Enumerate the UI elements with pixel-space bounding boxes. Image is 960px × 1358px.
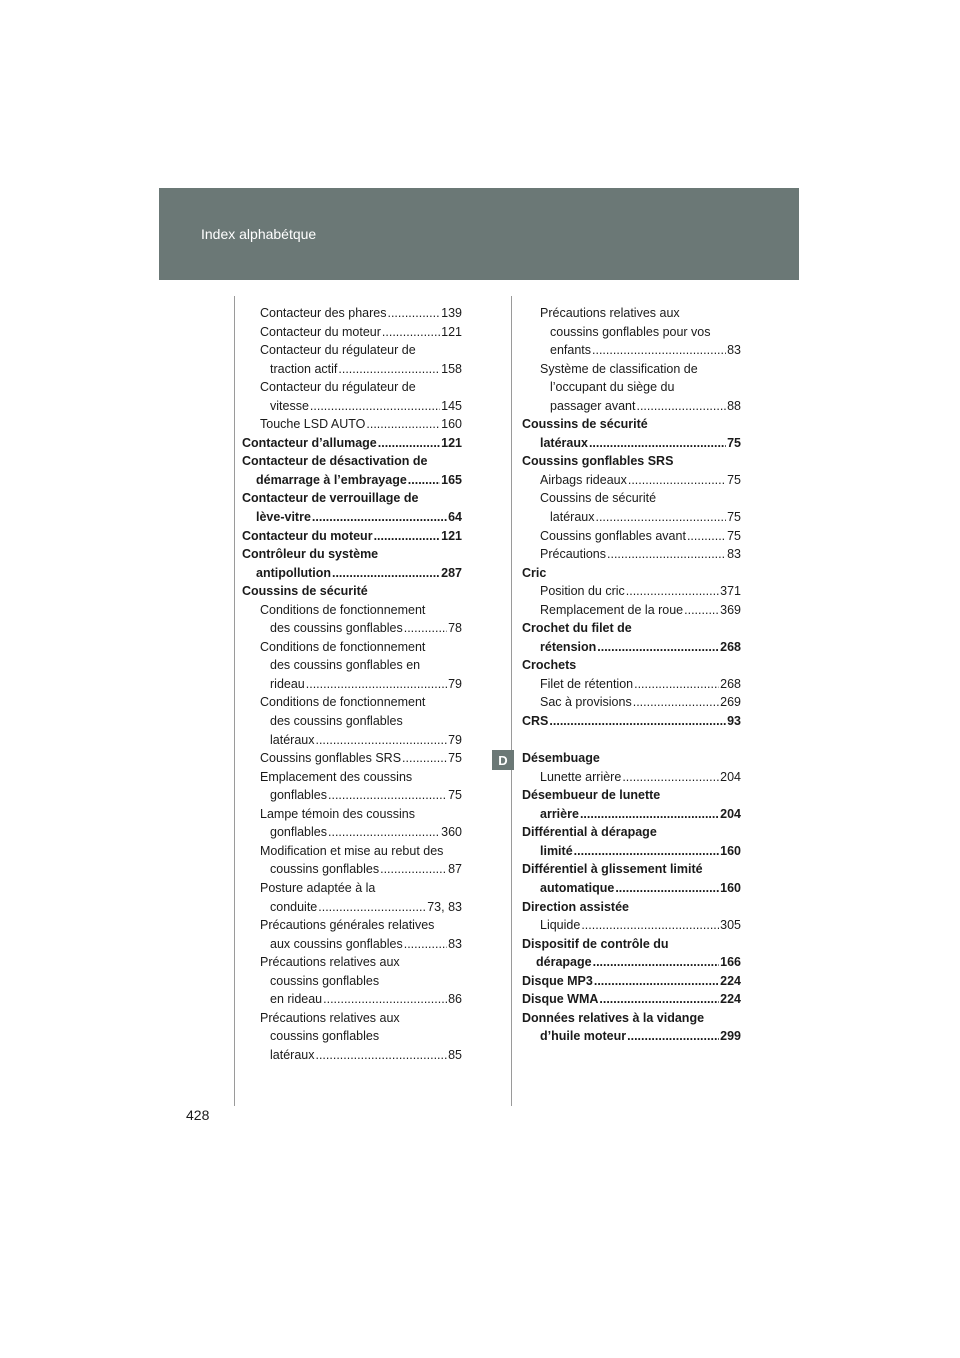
index-entry <box>242 805 462 824</box>
header-band <box>159 188 799 280</box>
index-entry-text: Désembuage <box>522 751 600 766</box>
index-entry[interactable] <box>242 786 462 805</box>
index-entry[interactable] <box>242 898 462 917</box>
index-entry <box>242 1027 462 1046</box>
dot-leader <box>404 935 447 954</box>
index-entry <box>242 1009 462 1028</box>
left-column-divider <box>234 296 235 1106</box>
index-entry-page[interactable]: 121 <box>441 324 462 339</box>
index-entry <box>242 378 462 397</box>
index-entry[interactable] <box>522 471 741 490</box>
index-entry[interactable] <box>522 527 741 546</box>
dot-leader <box>332 564 440 583</box>
index-entry-page[interactable]: 160 <box>720 880 741 895</box>
index-entry <box>242 656 462 675</box>
index-entry-text: Précautions relatives aux <box>540 306 680 320</box>
index-entry <box>522 360 741 379</box>
index-entry[interactable] <box>522 712 741 731</box>
index-entry-text: Remplacement de la roue <box>540 602 684 617</box>
index-entry-text: latéraux <box>270 732 315 747</box>
index-entry-page[interactable]: 224 <box>720 992 741 1007</box>
index-entry-text: Contacteur de désactivation de <box>242 454 428 469</box>
index-entry[interactable] <box>242 415 462 434</box>
dot-leader <box>593 953 720 972</box>
index-entry-text: Différentiel à glissement limité <box>522 862 703 877</box>
index-entry-text: Coussins de sécurité <box>540 491 657 506</box>
index-entry-page[interactable]: 204 <box>720 806 741 821</box>
index-entry[interactable] <box>242 990 462 1009</box>
index-entry[interactable] <box>522 953 741 972</box>
index-entry-text: Précautions relatives aux <box>260 1010 400 1025</box>
index-entry-page[interactable]: 268 <box>720 676 741 691</box>
index-column-left <box>242 304 462 1064</box>
dot-leader <box>594 972 719 991</box>
index-entry-text: rideau <box>270 676 305 691</box>
index-entry-text: latéraux <box>270 1047 315 1062</box>
index-entry-text: Contacteur des phares <box>260 306 387 320</box>
index-entry-page[interactable]: 121 <box>441 435 462 450</box>
dot-leader <box>374 527 441 546</box>
index-entry[interactable] <box>242 434 462 453</box>
index-entry-text: Emplacement des coussins <box>260 769 413 784</box>
section-tab-marker[interactable]: D <box>492 750 514 770</box>
index-entry[interactable] <box>242 1046 462 1065</box>
dot-leader <box>599 990 719 1009</box>
index-entry-text: des coussins gonflables <box>270 621 403 636</box>
index-entry-text: Contrôleur du système <box>242 547 379 562</box>
index-entry <box>242 842 462 861</box>
index-entry-text: Contacteur du moteur <box>242 528 373 543</box>
index-entry[interactable] <box>522 601 741 620</box>
index-entry <box>522 749 741 768</box>
index-entry <box>522 304 741 323</box>
index-entry-text: Liquide <box>540 918 581 933</box>
index-entry-page[interactable]: 269 <box>720 695 741 710</box>
index-entry-text: en rideau <box>270 992 323 1007</box>
index-entry-text: antipollution <box>256 565 331 580</box>
index-entry-page[interactable]: 268 <box>720 639 741 654</box>
index-entry-page[interactable]: 75 <box>448 751 462 766</box>
index-entry-page[interactable]: 371 <box>720 584 741 599</box>
index-entry-text: Cric <box>522 565 547 580</box>
dot-leader <box>378 434 440 453</box>
index-entry-text: traction actif <box>270 361 338 376</box>
dot-leader <box>318 898 426 917</box>
index-entry[interactable] <box>522 768 741 787</box>
index-entry-text: des coussins gonflables <box>270 714 403 729</box>
dot-leader <box>408 471 440 490</box>
index-entry[interactable] <box>242 564 462 583</box>
dot-leader <box>622 768 719 787</box>
index-entry <box>522 656 741 675</box>
index-entry <box>522 786 741 805</box>
index-entry-text: Direction assistée <box>522 899 629 914</box>
index-entry <box>522 860 741 879</box>
index-entry-page[interactable]: 93 <box>727 714 741 729</box>
index-entry-page[interactable]: 160 <box>720 843 741 858</box>
index-entry-page[interactable]: 75 <box>448 788 462 803</box>
index-entry[interactable] <box>242 675 462 694</box>
index-entry[interactable] <box>242 749 462 768</box>
dot-leader <box>627 1027 719 1046</box>
index-entry[interactable] <box>522 341 741 360</box>
index-entry-text: Conditions de fonctionnement <box>260 695 426 710</box>
index-entry <box>242 768 462 787</box>
index-entry[interactable] <box>242 860 462 879</box>
index-entry-text: Données relatives à la vidange <box>522 1010 705 1025</box>
index-entry <box>242 582 462 601</box>
index-entry-page[interactable]: 75 <box>727 435 741 450</box>
dot-leader <box>633 693 719 712</box>
index-entry-text: d’huile moteur <box>540 1029 627 1044</box>
index-entry[interactable] <box>522 916 741 935</box>
dot-leader <box>581 916 719 935</box>
index-entry-text: Disque WMA <box>522 992 599 1007</box>
index-entry <box>522 415 741 434</box>
index-entry-page[interactable]: 360 <box>441 825 462 840</box>
index-entry <box>242 953 462 972</box>
dot-leader <box>366 415 440 434</box>
dot-leader <box>315 731 447 750</box>
index-entry[interactable] <box>522 1027 741 1046</box>
index-entry-text: Contacteur du moteur <box>260 324 381 339</box>
index-entry <box>242 341 462 360</box>
index-entry-text: coussins gonflables <box>270 1029 380 1044</box>
index-entry-page[interactable]: 305 <box>720 918 741 933</box>
index-entry-text: Coussins de sécurité <box>522 417 648 432</box>
index-entry[interactable] <box>522 675 741 694</box>
index-entry[interactable] <box>522 434 741 453</box>
index-entry[interactable] <box>242 731 462 750</box>
index-entry <box>522 452 741 471</box>
index-entry[interactable] <box>522 508 741 527</box>
index-entry-text: Coussins gonflables SRS <box>260 751 402 766</box>
dot-leader <box>328 786 447 805</box>
index-entry-text: coussins gonflables pour vos <box>550 324 711 339</box>
index-entry[interactable] <box>522 990 741 1009</box>
index-entry-page[interactable]: 158 <box>441 361 462 376</box>
index-entry <box>522 564 741 583</box>
dot-leader <box>328 823 440 842</box>
index-entry-page[interactable]: 75 <box>727 528 741 543</box>
dot-leader <box>404 619 447 638</box>
index-entry <box>522 898 741 917</box>
dot-leader <box>687 527 726 546</box>
index-entry-text: Coussins de sécurité <box>242 584 368 599</box>
index-entry-page[interactable]: 73, 83 <box>427 899 462 914</box>
index-entry <box>522 378 741 397</box>
index-entry-text: Lunette arrière <box>540 769 622 784</box>
index-entry[interactable] <box>242 471 462 490</box>
index-entry-text: Posture adaptée à la <box>260 880 376 895</box>
index-entry-text: Précautions générales relatives <box>260 918 435 933</box>
index-entry <box>242 545 462 564</box>
index-entry-text: Coussins gonflables SRS <box>522 454 674 469</box>
index-entry-page[interactable]: 139 <box>441 306 462 320</box>
dot-leader <box>634 675 719 694</box>
index-entry-text: coussins gonflables <box>270 973 380 988</box>
index-entry-text: l’occupant du siège du <box>550 380 675 395</box>
index-entry-text: Dispositif de contrôle du <box>522 936 669 951</box>
index-entry-page[interactable]: 224 <box>720 973 741 988</box>
index-entry-text: Sac à provisions <box>540 695 632 710</box>
dot-leader <box>312 508 447 527</box>
index-entry[interactable] <box>242 323 462 342</box>
dot-leader <box>615 879 719 898</box>
index-entry-text: Lampe témoin des coussins <box>260 806 415 821</box>
index-entry-page[interactable]: 165 <box>441 472 462 487</box>
index-entry-text: latéraux <box>550 510 595 525</box>
index-entry <box>522 823 741 842</box>
dot-leader <box>402 749 447 768</box>
index-entry[interactable] <box>522 842 741 861</box>
index-entry <box>522 1009 741 1028</box>
index-entry[interactable] <box>522 879 741 898</box>
dot-leader <box>595 508 726 527</box>
index-entry[interactable] <box>522 638 741 657</box>
index-entry-text: vitesse <box>270 398 309 413</box>
index-entry <box>522 619 741 638</box>
dot-leader <box>323 990 447 1009</box>
index-entry-page[interactable]: 86 <box>448 992 462 1007</box>
dot-leader <box>306 675 447 694</box>
index-entry-page[interactable]: 204 <box>720 769 741 784</box>
index-entry <box>522 935 741 954</box>
index-entry[interactable] <box>242 508 462 527</box>
dot-leader <box>338 360 440 379</box>
index-entry[interactable] <box>242 527 462 546</box>
index-entry[interactable] <box>242 304 462 323</box>
dot-leader <box>580 805 719 824</box>
index-entry-page[interactable]: 83 <box>727 343 741 358</box>
index-entry-text: Conditions de fonctionnement <box>260 602 426 617</box>
index-entry-text: enfants <box>550 343 592 358</box>
index-entry-page[interactable]: 83 <box>448 936 462 951</box>
index-entry[interactable] <box>242 823 462 842</box>
index-entry-text: Précautions <box>540 547 607 562</box>
index-entry <box>242 452 462 471</box>
dot-leader <box>574 842 719 861</box>
index-entry-text: latéraux <box>540 435 588 450</box>
index-entry[interactable] <box>522 545 741 564</box>
index-entry-text: gonflables <box>270 788 327 803</box>
dot-leader <box>549 712 726 731</box>
index-entry[interactable] <box>242 619 462 638</box>
index-entry-text: Contacteur d’allumage <box>242 435 377 450</box>
dot-leader <box>380 860 447 879</box>
index-entry-text: aux coussins gonflables <box>270 936 403 951</box>
index-entry-text: démarrage à l’embrayage <box>256 472 407 487</box>
dot-leader <box>636 397 726 416</box>
index-entry-text: Position du cric <box>540 584 625 599</box>
index-entry-text: Crochet du filet de <box>522 621 632 636</box>
dot-leader <box>626 582 719 601</box>
dot-leader <box>684 601 719 620</box>
index-entry-page[interactable]: 83 <box>727 547 741 562</box>
index-entry-text: Crochets <box>522 658 577 673</box>
index-entry-text: passager avant <box>550 398 636 413</box>
dot-leader <box>589 434 726 453</box>
index-entry-page[interactable]: 160 <box>441 417 462 432</box>
index-entry <box>522 323 741 342</box>
index-entry <box>242 489 462 508</box>
index-entry <box>242 638 462 657</box>
index-entry-page[interactable]: 75 <box>727 472 741 487</box>
index-entry-page[interactable]: 299 <box>720 1029 741 1044</box>
index-entry-text: Contacteur de verrouillage de <box>242 491 419 506</box>
index-entry-page[interactable]: 287 <box>441 565 462 580</box>
index-entry-text: Différential à dérapage <box>522 825 657 840</box>
index-entry-text: Disque MP3 <box>522 973 593 988</box>
index-entry[interactable] <box>242 397 462 416</box>
index-entry-text: limité <box>540 843 573 858</box>
index-entry-text: Contacteur du régulateur de <box>260 380 416 395</box>
index-entry[interactable] <box>522 693 741 712</box>
index-entry-text: gonflables <box>270 825 327 840</box>
index-entry-text: lève-vitre <box>256 510 311 525</box>
index-entry-text: Coussins gonflables avant <box>540 528 686 543</box>
index-entry-page[interactable]: 75 <box>727 510 741 525</box>
index-entry-page[interactable]: 88 <box>727 398 741 413</box>
index-entry[interactable] <box>522 582 741 601</box>
index-entry-page[interactable]: 79 <box>448 732 462 747</box>
index-entry-text: des coussins gonflables en <box>270 658 421 673</box>
index-gap <box>522 731 741 750</box>
index-entry-page[interactable]: 121 <box>441 528 462 543</box>
index-entry-text: Conditions de fonctionnement <box>260 639 426 654</box>
dot-leader <box>607 545 726 564</box>
index-entry[interactable] <box>242 360 462 379</box>
index-entry-page[interactable]: 79 <box>448 676 462 691</box>
index-entry-text: Contacteur du régulateur de <box>260 343 416 358</box>
dot-leader <box>382 323 440 342</box>
index-entry[interactable] <box>522 972 741 991</box>
index-entry <box>242 916 462 935</box>
dot-leader <box>315 1046 447 1065</box>
index-entry[interactable] <box>522 397 741 416</box>
index-entry[interactable] <box>522 805 741 824</box>
index-entry-text: Désembueur de lunette <box>522 788 661 803</box>
index-entry <box>242 972 462 991</box>
index-entry[interactable] <box>242 935 462 954</box>
index-entry-text: Touche LSD AUTO <box>260 417 366 432</box>
index-entry-page[interactable]: 166 <box>720 955 741 970</box>
index-entry <box>242 601 462 620</box>
dot-leader <box>310 397 440 416</box>
index-entry <box>522 489 741 508</box>
index-entry-page[interactable]: 145 <box>441 398 462 413</box>
index-entry-text: Précautions relatives aux <box>260 955 400 970</box>
index-entry-page[interactable]: 78 <box>448 621 462 636</box>
index-entry-text: rétension <box>540 639 597 654</box>
index-entry-page[interactable]: 85 <box>448 1047 462 1062</box>
index-entry <box>242 693 462 712</box>
index-entry-page[interactable]: 87 <box>448 862 462 877</box>
index-entry-text: Modification et mise au rebut des <box>260 843 444 858</box>
dot-leader <box>387 304 440 323</box>
index-entry-text: CRS <box>522 714 549 729</box>
index-entry-text: dérapage <box>536 955 592 970</box>
index-entry-page[interactable]: 369 <box>720 602 741 617</box>
index-entry-text: conduite <box>270 899 318 914</box>
index-entry-text: arrière <box>540 806 579 821</box>
index-entry <box>242 879 462 898</box>
index-entry <box>242 712 462 731</box>
index-entry-text: automatique <box>540 880 615 895</box>
index-entry-text: Système de classification de <box>540 361 698 376</box>
dot-leader <box>597 638 719 657</box>
dot-leader <box>592 341 726 360</box>
section-title: Index alphabétque <box>201 226 317 242</box>
page-number: 428 <box>186 1107 210 1123</box>
center-column-divider <box>511 296 512 1106</box>
dot-leader <box>628 471 726 490</box>
index-entry-text: Airbags rideaux <box>540 472 627 487</box>
index-entry-text: coussins gonflables <box>270 862 380 877</box>
index-entry-text: Filet de rétention <box>540 676 634 691</box>
index-entry-page[interactable]: 64 <box>448 510 462 525</box>
index-column-right <box>522 304 741 1046</box>
